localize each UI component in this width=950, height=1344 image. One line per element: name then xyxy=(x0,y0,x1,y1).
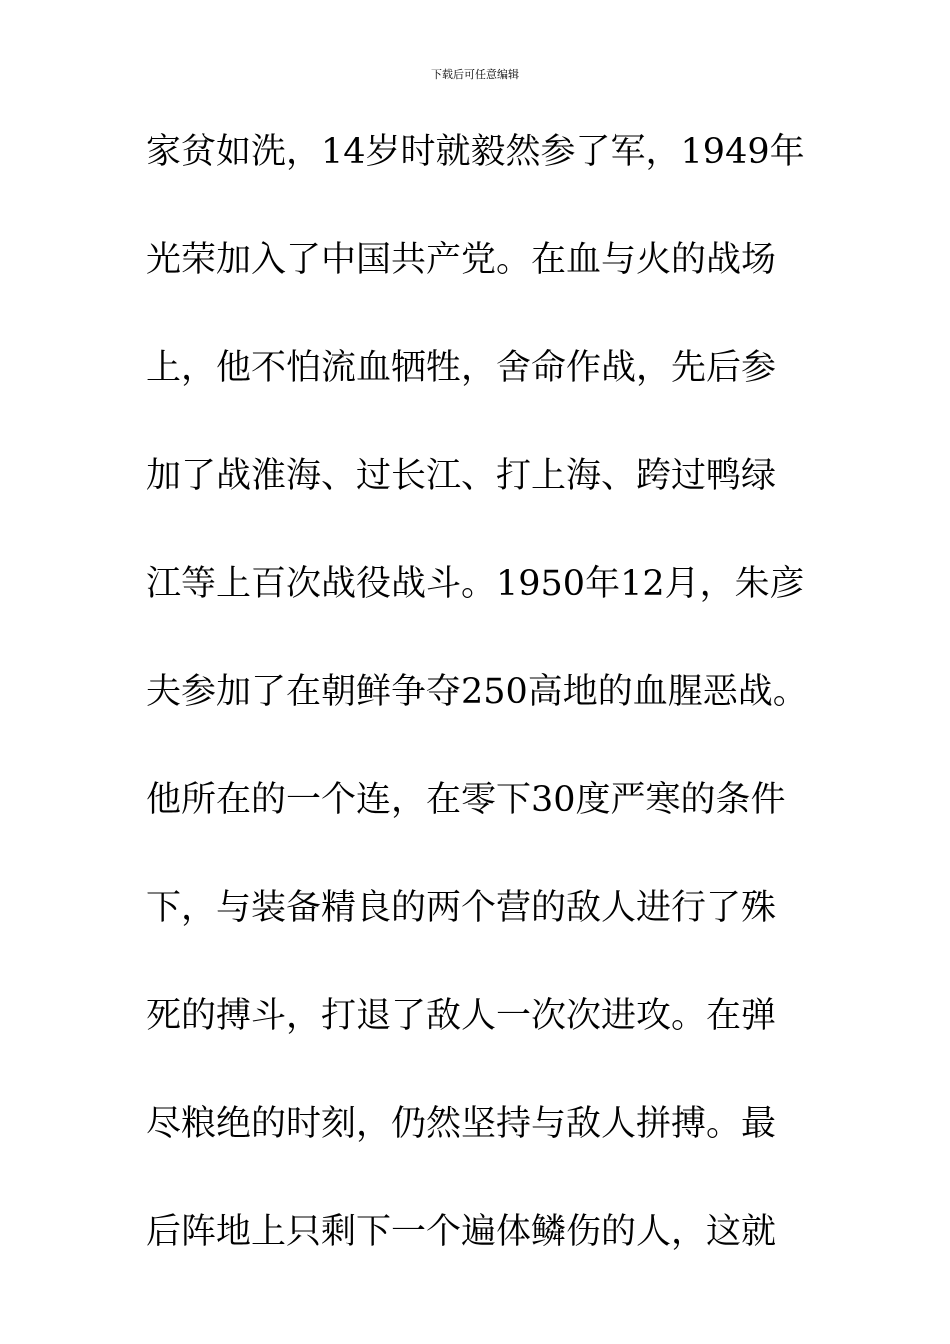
text-line: 下，与装备精良的两个营的敌人进行了殊 xyxy=(146,888,777,928)
text-line: 光荣加入了中国共产党。在血与火的战场 xyxy=(146,240,777,280)
page-header: 下载后可任意编辑 xyxy=(431,68,519,81)
body-text xyxy=(146,128,946,1316)
text-line: 后阵地上只剩下一个遍体鳞伤的人，这就 xyxy=(146,1212,777,1252)
text-line: 死的搏斗，打退了敌人一次次进攻。在弹 xyxy=(146,996,777,1036)
text-line: 尽粮绝的时刻，仍然坚持与敌人拼搏。最 xyxy=(146,1104,777,1144)
text-line: 江等上百次战役战斗。1950年12月，朱彦 xyxy=(146,564,805,604)
text-line: 加了战淮海、过长江、打上海、跨过鸭绿 xyxy=(146,456,777,496)
text-line: 夫参加了在朝鲜争夺250高地的血腥恶战。 xyxy=(146,672,808,712)
text-line: 家贫如洗，14岁时就毅然参了军，1949年 xyxy=(146,132,805,172)
text-line: 上，他不怕流血牺牲，舍命作战，先后参 xyxy=(146,348,777,388)
text-line: 他所在的一个连，在零下30度严寒的条件 xyxy=(146,780,786,820)
